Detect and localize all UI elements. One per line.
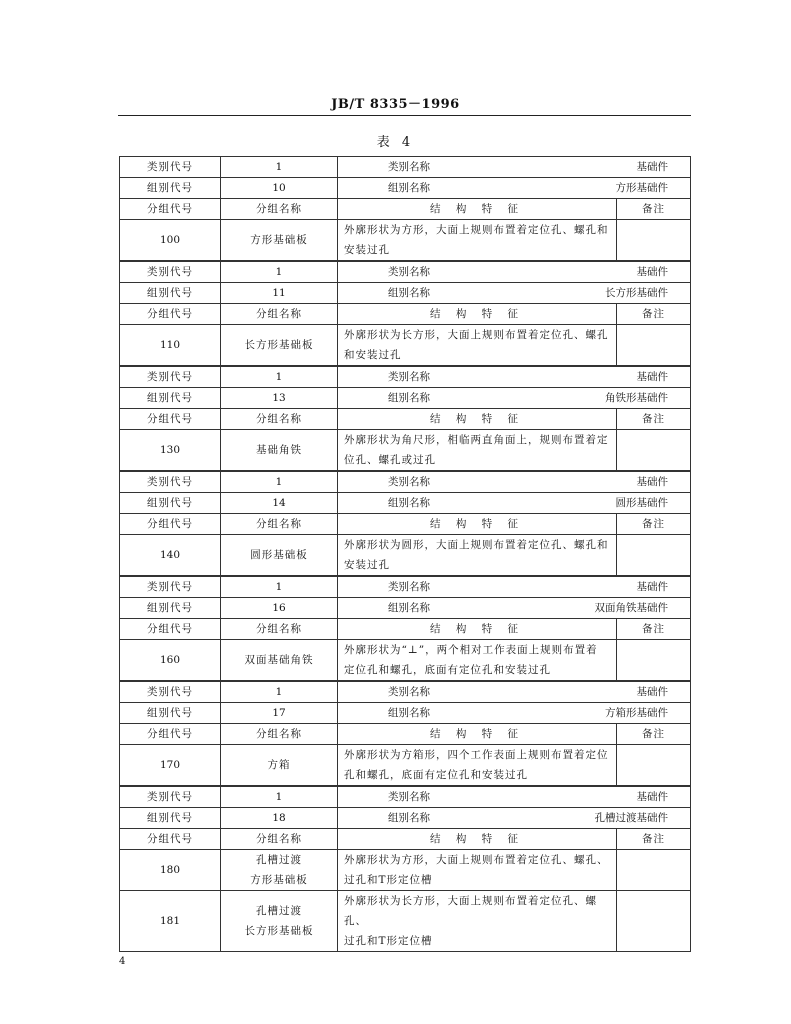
subgroup-name-value [221,430,338,472]
subgroup-name-value [221,640,338,682]
category-name-label: 类别名称 [388,265,430,278]
subgroup-row [120,430,691,472]
group-name-cell [338,703,691,724]
subgroup-code-value: 140 [120,535,221,577]
category-row [120,157,691,178]
group-name-label: 组别名称 [388,601,430,614]
category-code-value: 1 [221,366,338,388]
structure-description [338,430,617,472]
classification-table [119,156,691,952]
group-name-label: 组别名称 [388,286,430,299]
category-code-value: 1 [221,471,338,493]
remark-header: 备注 [617,304,691,325]
structure-header: 结 构 特 征 [338,199,617,220]
subgroup-name-line: 长方形基础板 [244,339,314,351]
subgroup-code-label: 分组代号 [120,514,221,535]
category-row [120,366,691,388]
structure-description-line: 和安装过孔 [344,349,402,361]
subgroup-header-row [120,304,691,325]
subgroup-name-value [221,850,338,891]
remark-value [617,640,691,682]
remark-value [617,535,691,577]
structure-header: 结 构 特 征 [338,619,617,640]
subgroup-code-label: 分组代号 [120,199,221,220]
group-code-value: 17 [221,703,338,724]
category-name-value: 基础件 [636,265,668,278]
subgroup-code-value: 180 [120,850,221,891]
subgroup-name-line: 长方形基础板 [244,925,314,937]
group-code-value: 16 [221,598,338,619]
group-row [120,703,691,724]
remark-header: 备注 [617,619,691,640]
group-name-value: 方形基础件 [615,181,668,194]
category-code-value: 1 [221,786,338,808]
remark-value [617,325,691,367]
structure-header: 结 构 特 征 [338,514,617,535]
subgroup-name-label: 分组名称 [221,829,338,850]
group-code-label: 组别代号 [120,283,221,304]
category-code-label: 类别代号 [120,681,221,703]
category-name-value: 基础件 [636,790,668,803]
category-name-value: 基础件 [636,160,668,173]
structure-description-line: 过孔和T形定位槽 [344,935,433,947]
group-code-value: 10 [221,178,338,199]
group-code-label: 组别代号 [120,178,221,199]
category-name-value: 基础件 [636,685,668,698]
group-row [120,178,691,199]
structure-description-line: 过孔和T形定位槽 [344,874,433,886]
structure-header: 结 构 特 征 [338,724,617,745]
subgroup-name-label: 分组名称 [221,199,338,220]
structure-header: 结 构 特 征 [338,829,617,850]
structure-description-line: 外廓形状为长方形，大面上规则布置着定位孔、螺孔、 [344,895,597,927]
subgroup-code-value: 100 [120,220,221,262]
group-code-label: 组别代号 [120,598,221,619]
subgroup-code-label: 分组代号 [120,304,221,325]
structure-description-line: 定位孔和螺孔，底面有定位孔和安装过孔 [344,664,551,676]
remark-header: 备注 [617,199,691,220]
remark-header: 备注 [617,409,691,430]
category-name-cell [338,157,691,178]
group-name-value: 方箱形基础件 [605,706,668,719]
category-name-cell [338,576,691,598]
category-name-value: 基础件 [636,475,668,488]
group-code-value: 11 [221,283,338,304]
subgroup-header-row [120,724,691,745]
structure-description-line: 外廓形状为“⊥”，两个相对工作表面上规则布置着 [344,644,598,656]
category-code-label: 类别代号 [120,157,221,178]
subgroup-code-value: 170 [120,745,221,787]
group-name-label: 组别名称 [388,496,430,509]
subgroup-row [120,891,691,952]
category-code-label: 类别代号 [120,576,221,598]
group-code-label: 组别代号 [120,388,221,409]
document-header: JB/T 8335－1996 [331,97,460,112]
remark-value [617,850,691,891]
category-name-label: 类别名称 [388,790,430,803]
subgroup-code-value: 110 [120,325,221,367]
subgroup-name-line: 圆形基础板 [250,549,308,561]
subgroup-code-label: 分组代号 [120,724,221,745]
remark-value [617,745,691,787]
structure-description-line: 孔和螺孔，底面有定位孔和安装过孔 [344,769,528,781]
category-code-label: 类别代号 [120,786,221,808]
subgroup-header-row [120,619,691,640]
structure-description-line: 位孔、螺孔或过孔 [344,454,436,466]
group-row [120,808,691,829]
category-code-value: 1 [221,157,338,178]
group-name-value: 长方形基础件 [605,286,668,299]
subgroup-row [120,745,691,787]
header-rule [118,115,691,116]
remark-header: 备注 [617,724,691,745]
structure-description-line: 外廓形状为长方形，大面上规则布置着定位孔、螺孔 [344,329,609,341]
category-code-value: 1 [221,261,338,283]
group-name-value: 双面角铁基础件 [594,601,668,614]
subgroup-row [120,325,691,367]
subgroup-row [120,220,691,262]
group-row [120,598,691,619]
structure-description-line: 外廓形状为方箱形，四个工作表面上规则布置着定位 [344,749,609,761]
subgroup-name-line: 双面基础角铁 [244,654,314,666]
structure-description [338,745,617,787]
group-name-cell [338,493,691,514]
subgroup-code-value: 181 [120,891,221,952]
group-name-label: 组别名称 [388,811,430,824]
subgroup-row [120,640,691,682]
group-code-value: 14 [221,493,338,514]
group-row [120,388,691,409]
category-row [120,576,691,598]
subgroup-name-label: 分组名称 [221,304,338,325]
group-name-cell [338,598,691,619]
group-name-cell [338,283,691,304]
subgroup-name-label: 分组名称 [221,619,338,640]
category-name-value: 基础件 [636,370,668,383]
subgroup-name-value [221,891,338,952]
table-title: 表 4 [376,135,415,150]
structure-description [338,220,617,262]
structure-description-line: 外廓形状为方形，大面上规则布置着定位孔、螺孔和 [344,224,609,236]
group-name-label: 组别名称 [388,391,430,404]
category-name-label: 类别名称 [388,160,430,173]
category-code-value: 1 [221,681,338,703]
group-name-label: 组别名称 [388,181,430,194]
remark-header: 备注 [617,514,691,535]
subgroup-name-value [221,325,338,367]
category-name-label: 类别名称 [388,580,430,593]
subgroup-name-value [221,220,338,262]
category-name-label: 类别名称 [388,685,430,698]
group-name-cell [338,808,691,829]
remark-value [617,891,691,952]
structure-description [338,891,617,952]
category-name-value: 基础件 [636,580,668,593]
subgroup-name-line: 基础角铁 [256,444,302,456]
subgroup-name-label: 分组名称 [221,514,338,535]
structure-description-line: 外廓形状为方形，大面上规则布置着定位孔、螺孔、 [344,854,609,866]
category-row [120,261,691,283]
structure-description-line: 外廓形状为角尺形，相临两直角面上，规则布置着定 [344,434,609,446]
group-code-value: 13 [221,388,338,409]
category-name-cell [338,261,691,283]
subgroup-name-line: 孔槽过渡 [256,854,302,866]
category-code-label: 类别代号 [120,366,221,388]
category-row [120,471,691,493]
subgroup-code-value: 130 [120,430,221,472]
subgroup-code-label: 分组代号 [120,829,221,850]
subgroup-code-label: 分组代号 [120,619,221,640]
category-row [120,786,691,808]
structure-description-line: 安装过孔 [344,559,390,571]
structure-description [338,850,617,891]
remark-value [617,220,691,262]
group-name-value: 孔槽过渡基础件 [594,811,668,824]
subgroup-name-line: 方形基础板 [250,234,308,246]
subgroup-header-row [120,829,691,850]
structure-description [338,535,617,577]
subgroup-header-row [120,409,691,430]
structure-description-line: 安装过孔 [344,244,390,256]
subgroup-name-line: 方箱 [267,759,291,771]
page-number: 4 [119,956,126,967]
structure-header: 结 构 特 征 [338,304,617,325]
category-name-cell [338,366,691,388]
subgroup-code-value: 160 [120,640,221,682]
category-name-cell [338,471,691,493]
structure-header: 结 构 特 征 [338,409,617,430]
subgroup-name-value [221,535,338,577]
category-name-label: 类别名称 [388,475,430,488]
category-code-label: 类别代号 [120,261,221,283]
group-name-value: 圆形基础件 [615,496,668,509]
subgroup-header-row [120,514,691,535]
subgroup-row [120,850,691,891]
group-name-cell [338,178,691,199]
structure-description [338,640,617,682]
group-name-value: 角铁形基础件 [605,391,668,404]
group-code-value: 18 [221,808,338,829]
group-name-label: 组别名称 [388,706,430,719]
category-name-cell [338,786,691,808]
subgroup-name-line: 孔槽过渡 [256,905,302,917]
remark-value [617,430,691,472]
group-row [120,493,691,514]
group-row [120,283,691,304]
subgroup-name-line: 方形基础板 [250,874,308,886]
category-row [120,681,691,703]
subgroup-name-value [221,745,338,787]
remark-header: 备注 [617,829,691,850]
category-name-label: 类别名称 [388,370,430,383]
group-code-label: 组别代号 [120,703,221,724]
subgroup-name-label: 分组名称 [221,724,338,745]
category-code-label: 类别代号 [120,471,221,493]
group-code-label: 组别代号 [120,493,221,514]
subgroup-code-label: 分组代号 [120,409,221,430]
structure-description-line: 外廓形状为圆形，大面上规则布置着定位孔、螺孔和 [344,539,609,551]
category-name-cell [338,681,691,703]
structure-description [338,325,617,367]
group-name-cell [338,388,691,409]
subgroup-header-row [120,199,691,220]
subgroup-name-label: 分组名称 [221,409,338,430]
category-code-value: 1 [221,576,338,598]
group-code-label: 组别代号 [120,808,221,829]
subgroup-row [120,535,691,577]
